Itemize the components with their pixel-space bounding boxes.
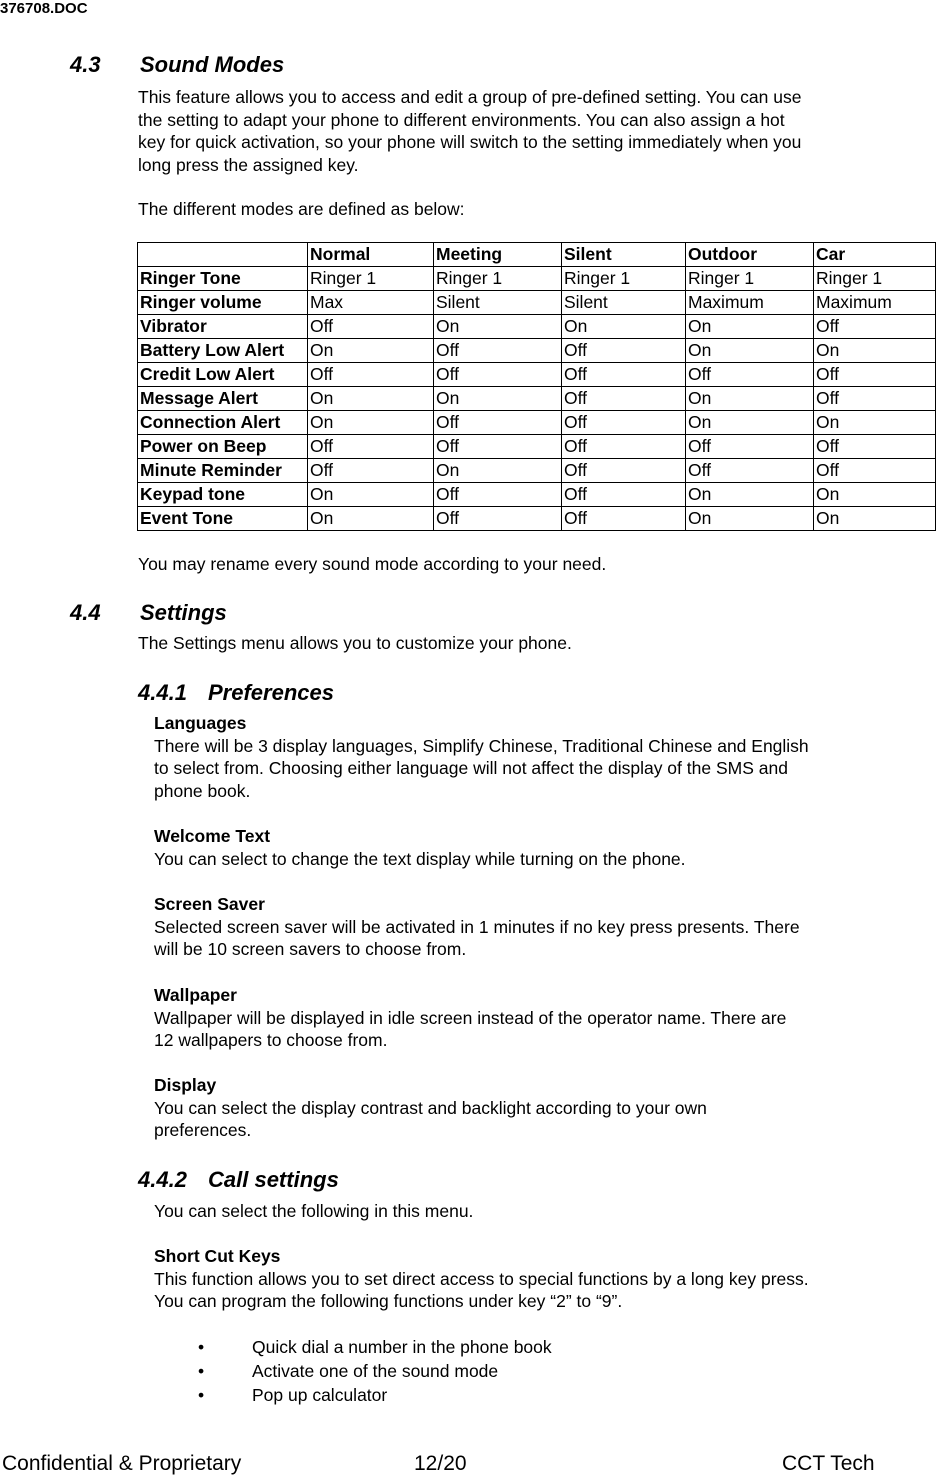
sound-modes-intro: [138, 86, 928, 176]
settings-intro: The Settings menu allows you to customize your phone.: [138, 633, 572, 653]
list-item: [198, 1385, 798, 1407]
text-line: You can select to change the text display while turning on the phone.: [154, 848, 686, 869]
table-cell: Off: [562, 411, 686, 435]
section-number: 4.4.2: [138, 1167, 187, 1192]
call-settings-intro: You can select the following in this menu.: [154, 1201, 474, 1221]
table-row-label: Ringer volume: [138, 291, 308, 315]
table-row: [138, 267, 936, 291]
table-row-label: Battery Low Alert: [138, 339, 308, 363]
text-line: will be 10 screen savers to choose from.: [154, 939, 467, 959]
preference-display: [154, 1074, 924, 1142]
footer-page-number: 12/20: [414, 1452, 467, 1475]
section-title: Settings: [140, 600, 227, 625]
table-cell: Off: [434, 339, 562, 363]
text-line: long press the assigned key.: [138, 154, 359, 175]
table-cell: Off: [308, 459, 434, 483]
table-row: [138, 459, 936, 483]
table-cell: Silent: [562, 291, 686, 315]
table-cell: Off: [308, 363, 434, 387]
table-row-label: Event Tone: [138, 507, 308, 531]
table-cell: On: [686, 411, 814, 435]
table-row: [138, 435, 936, 459]
short-cut-keys: [154, 1245, 924, 1313]
section-heading-4-4-1: [138, 680, 538, 708]
table-cell: On: [562, 315, 686, 339]
subsection-title: Screen Saver: [154, 894, 265, 914]
subsection-title: Short Cut Keys: [154, 1246, 281, 1266]
rename-note: You may rename every sound mode according to your need.: [138, 554, 607, 574]
table-cell: Off: [814, 435, 936, 459]
table-row-label: Credit Low Alert: [138, 363, 308, 387]
preference-wallpaper: [154, 984, 924, 1052]
table-row: [138, 291, 936, 315]
table-cell: Off: [308, 315, 434, 339]
section-title: Call settings: [208, 1167, 339, 1192]
table-cell: On: [308, 339, 434, 363]
table-cell: On: [308, 411, 434, 435]
table-header-cell: [138, 243, 308, 267]
table-cell: On: [814, 339, 936, 363]
text-line: There will be 3 display languages, Simplify Chinese, Traditional Chinese and English: [154, 735, 809, 756]
table-cell: Off: [686, 363, 814, 387]
table-cell: On: [308, 387, 434, 411]
subsection-title: Display: [154, 1075, 217, 1095]
table-cell: Off: [308, 435, 434, 459]
table-row: [138, 339, 936, 363]
table-cell: On: [814, 483, 936, 507]
text-line: phone book.: [154, 780, 251, 801]
table-cell: Ringer 1: [308, 267, 434, 291]
table-cell: Max: [308, 291, 434, 315]
table-cell: Silent: [434, 291, 562, 315]
section-heading-4-4: [70, 600, 470, 628]
text-line: You can program the following functions under key “2” to “9”.: [154, 1291, 623, 1311]
table-row-label: Minute Reminder: [138, 459, 308, 483]
table-cell: Off: [562, 339, 686, 363]
text-line: key for quick activation, so your phone will switch to the setting immediately when you: [138, 132, 802, 152]
section-title: Sound Modes: [140, 52, 285, 77]
footer-left: Confidential & Proprietary: [2, 1452, 242, 1475]
text-line: Selected screen saver will be activated in 1 minutes if no key press presents. There: [154, 916, 800, 937]
list-item-text: Quick dial a number in the phone book: [252, 1337, 552, 1357]
table-cell: Maximum: [686, 291, 814, 315]
text-line: You can select the display contrast and backlight according to your own: [154, 1097, 707, 1118]
table-cell: Off: [814, 459, 936, 483]
table-cell: On: [686, 387, 814, 411]
text-line: Wallpaper will be displayed in idle screen instead of the operator name. There are: [154, 1007, 787, 1028]
table-cell: Off: [434, 435, 562, 459]
section-number: 4.3: [70, 52, 101, 77]
table-cell: Maximum: [814, 291, 936, 315]
table-row-label: Message Alert: [138, 387, 308, 411]
table-row: [138, 483, 936, 507]
preference-welcome-text: [154, 825, 924, 870]
section-heading-4-3: [70, 52, 470, 80]
table-row: [138, 315, 936, 339]
table-row-label: Vibrator: [138, 315, 308, 339]
bullet-icon: •: [198, 1385, 205, 1405]
table-cell: Off: [434, 507, 562, 531]
table-cell: On: [686, 483, 814, 507]
text-line: 12 wallpapers to choose from.: [154, 1030, 388, 1050]
table-cell: Off: [562, 435, 686, 459]
text-line: This feature allows you to access and edit a group of pre-defined setting. You can use: [138, 87, 802, 107]
section-heading-4-4-2: [138, 1167, 538, 1195]
table-cell: Ringer 1: [814, 267, 936, 291]
section-number: 4.4: [70, 600, 101, 625]
table-header-cell: Outdoor: [686, 243, 814, 267]
table-row-label: Ringer Tone: [138, 267, 308, 291]
list-item-text: Pop up calculator: [252, 1385, 388, 1405]
document-id: 376708.DOC: [0, 0, 88, 17]
table-cell: On: [686, 507, 814, 531]
subsection-title: Welcome Text: [154, 826, 271, 846]
table-cell: On: [814, 507, 936, 531]
table-header-row: [138, 243, 936, 267]
table-cell: On: [686, 315, 814, 339]
list-item-text: Activate one of the sound mode: [252, 1361, 499, 1381]
list-item: [198, 1361, 798, 1383]
table-cell: Off: [562, 459, 686, 483]
table-cell: On: [814, 411, 936, 435]
table-cell: Off: [562, 507, 686, 531]
table-cell: Off: [814, 363, 936, 387]
table-cell: Off: [686, 435, 814, 459]
table-cell: Off: [562, 387, 686, 411]
table-cell: Ringer 1: [562, 267, 686, 291]
table-cell: Ringer 1: [686, 267, 814, 291]
table-row: [138, 507, 936, 531]
table-cell: On: [686, 339, 814, 363]
text-line: preferences.: [154, 1120, 252, 1140]
table-cell: On: [308, 483, 434, 507]
table-cell: Off: [814, 387, 936, 411]
footer-right: CCT Tech: [782, 1452, 875, 1475]
bullet-icon: •: [198, 1361, 205, 1381]
table-cell: Ringer 1: [434, 267, 562, 291]
table-cell: On: [434, 459, 562, 483]
table-cell: Off: [434, 363, 562, 387]
table-cell: On: [434, 387, 562, 411]
table-row: [138, 387, 936, 411]
section-title: Preferences: [208, 680, 334, 705]
preference-screen-saver: [154, 893, 924, 961]
table-row-label: Power on Beep: [138, 435, 308, 459]
table-header-cell: Silent: [562, 243, 686, 267]
table-cell: Off: [562, 363, 686, 387]
list-item: [198, 1337, 798, 1359]
table-cell: Off: [434, 411, 562, 435]
sound-modes-table: [137, 242, 936, 531]
subsection-title: Wallpaper: [154, 985, 237, 1005]
table-cell: Off: [686, 459, 814, 483]
table-header-cell: Normal: [308, 243, 434, 267]
table-row-label: Keypad tone: [138, 483, 308, 507]
table-cell: Off: [562, 483, 686, 507]
subsection-title: Languages: [154, 713, 247, 733]
table-row: [138, 411, 936, 435]
text-line: This function allows you to set direct access to special functions by a long key press.: [154, 1268, 809, 1289]
bullet-icon: •: [198, 1337, 205, 1357]
section-number: 4.4.1: [138, 680, 187, 705]
modes-intro: The different modes are defined as below:: [138, 199, 465, 219]
table-row: [138, 363, 936, 387]
table-cell: Off: [434, 483, 562, 507]
table-header-cell: Car: [814, 243, 936, 267]
table-row-label: Connection Alert: [138, 411, 308, 435]
table-cell: Off: [814, 315, 936, 339]
table-cell: On: [434, 315, 562, 339]
table-cell: On: [308, 507, 434, 531]
table-header-cell: Meeting: [434, 243, 562, 267]
text-line: the setting to adapt your phone to different environments. You can also assign a hot: [138, 109, 785, 130]
text-line: to select from. Choosing either language will not affect the display of the SMS and: [154, 758, 788, 778]
preference-languages: [154, 712, 924, 802]
